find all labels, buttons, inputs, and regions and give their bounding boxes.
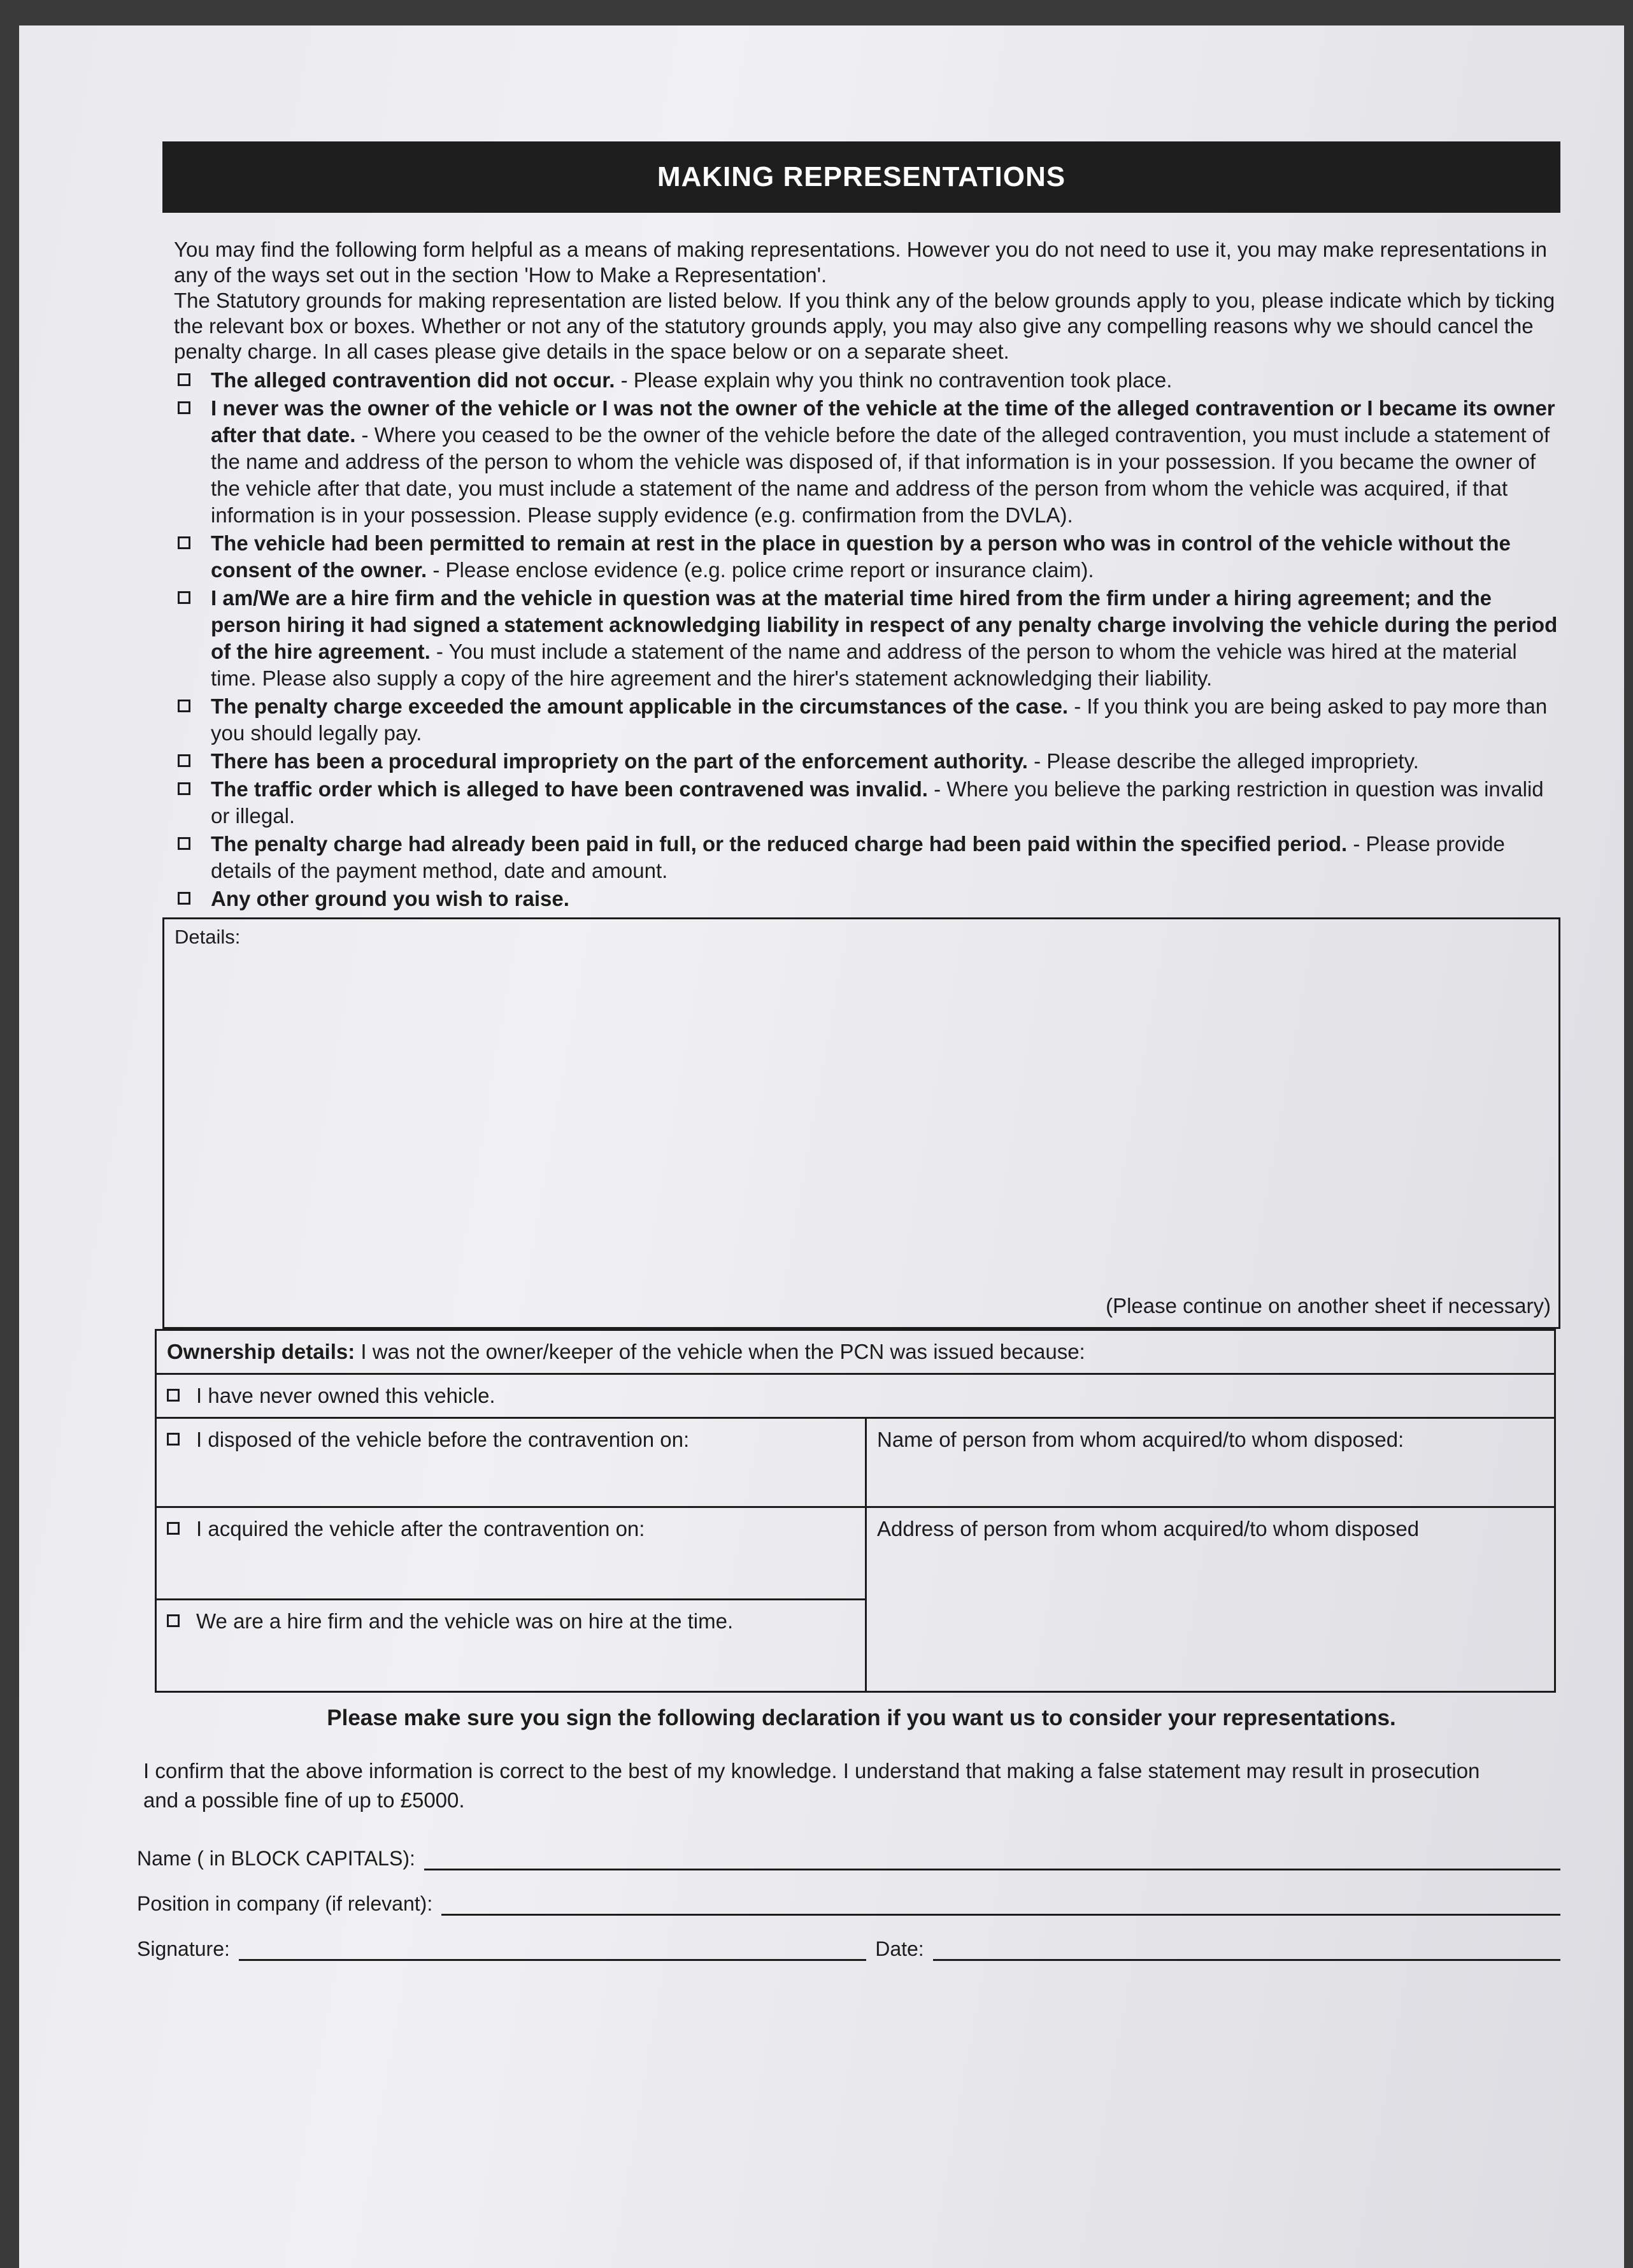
checkbox[interactable]	[167, 1389, 180, 1402]
ground-title: The traffic order which is alleged to have been contravened was invalid.	[211, 777, 928, 801]
ground-title: The penalty charge had already been paid in full, or the reduced charge had been paid within the specified period.	[211, 832, 1348, 856]
ground-title: The penalty charge exceeded the amount applicable in the circumstances of the case.	[211, 694, 1069, 718]
ground-item	[174, 530, 1560, 584]
ground-note: - Please provide details of the payment method, date and amount.	[211, 832, 1505, 882]
signature-input[interactable]	[239, 1940, 866, 1961]
ground-title: I never was the owner of the vehicle or I was not the owner of the vehicle at the time of the alleged contravention or I became its owner after that date.	[211, 396, 1555, 447]
ground-item	[174, 585, 1560, 692]
ground-item	[174, 886, 1560, 912]
signature-label: Signature:	[137, 1937, 230, 1960]
ground-item	[174, 693, 1560, 747]
position-label: Position in company (if relevant):	[137, 1892, 433, 1915]
ground-item	[174, 395, 1560, 529]
name-field[interactable]	[866, 1418, 1555, 1507]
option-label: I have never owned this vehicle.	[196, 1384, 496, 1407]
name-label: Name ( in BLOCK CAPITALS):	[137, 1847, 415, 1870]
signature-row	[137, 1937, 1560, 1961]
checkbox[interactable]	[167, 1522, 180, 1535]
paper-sheet	[19, 25, 1624, 2268]
intro-paragraph: The Statutory grounds for making representation are listed below. If you think any of the below grounds apply to you, please indicate which by ticking the relevant box or boxes. Whether or not any of the statutory grounds apply, you may also give any compelling reasons why we should cancel the penalty charge. In all cases please give details in the space below or on a separate sheet.	[174, 289, 1555, 363]
checkbox[interactable]	[178, 536, 190, 549]
option-never-owned	[156, 1374, 1555, 1418]
form	[137, 141, 1560, 1961]
ground-title: The alleged contravention did not occur.	[211, 368, 615, 392]
declaration-heading: Please make sure you sign the following declaration if you want us to consider your representations.	[327, 1705, 1396, 1730]
details-label: Details:	[175, 926, 241, 948]
ground-note: - Please explain why you think no contravention took place.	[615, 368, 1173, 392]
option-label: We are a hire firm and the vehicle was on hire at the time.	[196, 1609, 734, 1633]
ground-note: - If you think you are being asked to pay more than you should legally pay.	[211, 694, 1548, 745]
page-title: MAKING REPRESENTATIONS	[162, 141, 1560, 213]
declaration-text: I confirm that the above information is correct to the best of my knowledge. I understand that making a false statement may result in prosecution and a possible fine of up to £5000.	[143, 1759, 1480, 1812]
checkbox[interactable]	[178, 892, 190, 905]
ownership-heading	[156, 1330, 1555, 1374]
checkbox[interactable]	[178, 754, 190, 767]
date-label: Date:	[875, 1937, 924, 1960]
checkbox[interactable]	[178, 837, 190, 850]
name-field-label: Name of person from whom acquired/to whom disposed:	[877, 1428, 1404, 1451]
position-input[interactable]	[441, 1895, 1560, 1916]
ground-note: - Please describe the alleged impropriety.	[1027, 749, 1419, 773]
ground-note: - Where you believe the parking restriction in question was invalid or illegal.	[211, 777, 1544, 828]
ground-item	[174, 748, 1560, 775]
ownership-heading-text: I was not the owner/keeper of the vehicle when the PCN was issued because:	[355, 1340, 1085, 1363]
option-disposed	[156, 1418, 866, 1507]
name-row	[137, 1847, 1560, 1870]
ownership-table	[155, 1329, 1556, 1693]
ground-item	[174, 776, 1560, 829]
checkbox[interactable]	[167, 1614, 180, 1627]
grounds-list	[174, 367, 1560, 912]
ground-item	[174, 831, 1560, 884]
position-row	[137, 1892, 1560, 1916]
intro-text	[174, 237, 1556, 364]
continue-note: (Please continue on another sheet if necessary)	[1106, 1294, 1551, 1317]
date-input[interactable]	[933, 1940, 1560, 1961]
address-field-label: Address of person from whom acquired/to whom disposed	[877, 1517, 1420, 1540]
ground-item	[174, 367, 1560, 394]
ownership-heading-bold: Ownership details:	[167, 1340, 355, 1363]
ground-title: There has been a procedural impropriety on the part of the enforcement authority.	[211, 749, 1028, 773]
ground-note: - Where you ceased to be the owner of the vehicle before the date of the alleged contravention, you must include a statement of the name and address of the person to whom the vehicle was disposed of, if that information is in your possession. If you became the owner of the vehicle after that date, you must include a statement of the name and address of the person from whom the vehicle was acquired, if that information is in your possession. Please supply evidence (e.g. confirmation from the DVLA).	[211, 423, 1550, 527]
option-hire-firm	[156, 1600, 866, 1692]
ground-note: - You must include a statement of the name and address of the person to whom the vehicle was hired at the material time. Please also supply a copy of the hire agreement and the hirer's statement acknowledging their liability.	[211, 640, 1517, 690]
checkbox[interactable]	[178, 782, 190, 795]
checkbox[interactable]	[178, 373, 190, 386]
ground-title: The vehicle had been permitted to remain at rest in the place in question by a person who was in control of the vehicle without the consent of the owner.	[211, 531, 1511, 582]
details-textarea[interactable]	[162, 917, 1560, 1329]
checkbox[interactable]	[178, 591, 190, 604]
intro-paragraph: You may find the following form helpful as a means of making representations. However you do not need to use it, you may make representations in any of the ways set out in the section 'How to Make a Representation'.	[174, 238, 1547, 287]
option-acquired	[156, 1507, 866, 1600]
option-label: I disposed of the vehicle before the contravention on:	[196, 1428, 690, 1451]
ground-note: - Please enclose evidence (e.g. police crime report or insurance claim).	[427, 558, 1094, 582]
address-field[interactable]	[866, 1507, 1555, 1692]
checkbox[interactable]	[178, 700, 190, 712]
checkbox[interactable]	[178, 401, 190, 414]
ground-title: Any other ground you wish to raise.	[211, 887, 569, 910]
name-input[interactable]	[424, 1849, 1560, 1870]
option-label: I acquired the vehicle after the contravention on:	[196, 1517, 645, 1540]
ground-title: I am/We are a hire firm and the vehicle in question was at the material time hired from the firm under a hiring agreement; and the person hiring it had signed a statement acknowledging liability in respect of any penalty charge involving the vehicle during the period of the hire agreement.	[211, 586, 1558, 663]
checkbox[interactable]	[167, 1433, 180, 1446]
